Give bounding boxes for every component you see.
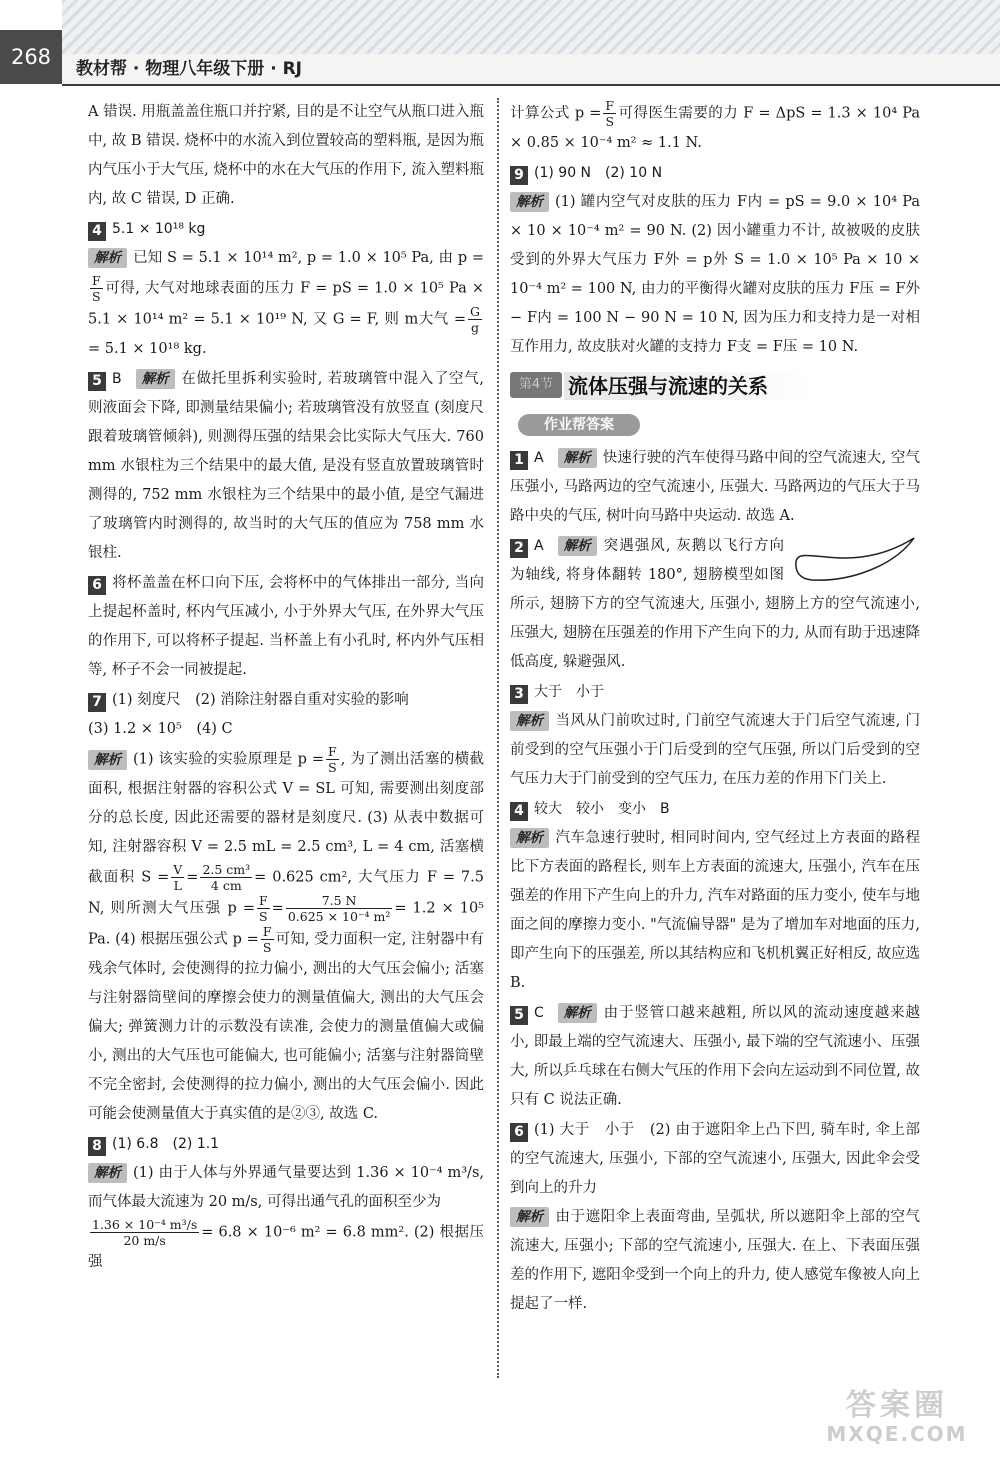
fraction: $\frac{V}{L}$ <box>173 862 183 893</box>
right-column <box>510 98 920 1319</box>
left-column <box>88 98 484 1277</box>
analysis-tag: 解析 <box>510 711 549 731</box>
equals-sign: = <box>186 869 199 886</box>
analysis-tag: 解析 <box>88 750 127 770</box>
analysis-text: = 0.625 cm², 大气压力 F = 7.5 N, 则所测大气压强 p = <box>88 869 484 917</box>
item-number: 7 <box>88 693 106 712</box>
item-number: 2 <box>510 539 528 558</box>
answer-item-s1 <box>510 444 920 531</box>
watermark <box>802 1389 992 1449</box>
fraction: $\frac{F}{S}$ <box>258 893 268 924</box>
page-number: 268 <box>0 30 62 84</box>
analysis-text: = 6.8 × 10⁻⁶ m² = 6.8 mm². (2) 根据压强 <box>88 1224 484 1270</box>
item-text: 将杯盖盖在杯口向下压, 会将杯中的气体排出一部分, 当向上提起杯盖时, 杯内气压减小, 小于外界大气压, 在外界大气压的作用下, 可以将杯子提起. 当杯盖上有小孔时, 杯内外气压相等, 杯子不会一同被提起. <box>88 575 484 678</box>
analysis-tag: 解析 <box>136 369 175 389</box>
analysis-text: 在做托里拆利实验时, 若玻璃管中混入了空气, 则液面会下降, 即测量结果偏小; 若玻璃管没有放竖直 (刻度尺跟着玻璃管倾斜), 则测得压强的结果会比实际大气压大. 760 mm 水银柱为三个结果中的最大值, 是没有竖直放置玻璃管时测得的, 752 mm 水银柱为三个结果中的最小值, 是空气漏进了玻璃管内时测得的, 故当时的大气压的值应为 758 mm 水银柱. <box>88 371 484 561</box>
item-answer: 较大 较小 变小 B <box>534 801 670 817</box>
answer-item-s2 <box>510 532 920 677</box>
analysis-tag: 解析 <box>510 828 549 848</box>
analysis-text: = 5.1 × 10¹⁸ kg. <box>88 341 207 357</box>
fraction: $\frac{F}{S}$ <box>605 98 615 129</box>
fraction: $\frac{7.5 N}{\text{0.625 × 10⁻⁴ m²}}$ <box>287 893 391 924</box>
answer-item-9 <box>510 159 920 362</box>
analysis-text: 快速行驶的汽车使得马路中间的空气流速大, 空气压强小, 马路两边的空气流速小, 压强大. 马路两边的气压大于马路中央的气压, 树叶向马路中央运动. 故选 A. <box>510 450 920 524</box>
analysis-tag: 解析 <box>558 536 597 556</box>
item-number: 4 <box>88 222 106 241</box>
item-number: 5 <box>510 1006 528 1025</box>
item-number: 6 <box>88 576 106 595</box>
item-answer: (1) 刻度尺 (2) 消除注射器自重对实验的影响 <box>112 692 409 708</box>
item-number: 9 <box>510 166 528 185</box>
answer-item-4 <box>88 215 484 364</box>
analysis-text: 已知 S = 5.1 × 10¹⁴ m², p = 1.0 × 10⁵ Pa, 由 p = <box>133 250 484 266</box>
item-answer: A <box>534 538 544 554</box>
item-number: 4 <box>510 802 528 821</box>
book-title: 教材帮 · 物理八年级下册 · RJ <box>76 59 303 79</box>
analysis-tag: 解析 <box>510 1207 549 1227</box>
intro-paragraph: A 错误. 用瓶盖盖住瓶口并拧紧, 目的是不让空气从瓶口进入瓶中, 故 B 错误. 烧杯中的水流入到位置较高的塑料瓶, 是因为瓶内气压小于大气压, 烧杯中的水在大气压的作用下, 流入塑料瓶内, 故 C 错误, D 正确. <box>88 104 485 207</box>
analysis-tag: 解析 <box>558 448 597 468</box>
answer-item-8 <box>88 1130 484 1277</box>
equals-sign: = <box>271 900 284 917</box>
page-header <box>0 0 1000 84</box>
answer-item-7 <box>88 686 484 1129</box>
wing-model-figure <box>790 532 920 584</box>
answer-item-s6 <box>510 1116 920 1319</box>
item-answer: C <box>534 1005 544 1021</box>
analysis-text: (1) 该实验的实验原理是 p = <box>133 751 325 768</box>
analysis-text: (1) 由于人体与外界通气量要达到 1.36 × 10⁻⁴ m³/s, 而气体最大流速为 20 m/s, 可得出通气孔的面积至少为 <box>88 1165 484 1210</box>
item-number: 3 <box>510 685 528 704</box>
item-answer: (3) 1.2 × 10⁵ (4) C <box>88 721 233 737</box>
analysis-text: = 1.2 × 10⁵ Pa. (4) 根据压强公式 p = <box>88 900 484 948</box>
answer-item-s3 <box>510 678 920 794</box>
analysis-text: 汽车急速行驶时, 相同时间内, 空气经过上方表面的路程比下方表面的路程长, 则车上方表面的流速大, 压强小, 汽车在压强差的作用下产生向上的升力, 汽车对路面的压力变小, 使车与地面之间的摩擦力变小. "气流偏导器" 是为了增加车对地面的压力, 即产生向下的压强差, 所以其结构应和飞机机翼正好相反, 故应选 B. <box>510 830 920 991</box>
item-answer: 大于 小于 <box>534 684 604 700</box>
analysis-text: 由于遮阳伞上表面弯曲, 呈弧状, 所以遮阳伞上部的空气流速大, 压强小; 下部的空气流速小, 压强大. 在上、下表面压强差的作用下, 遮阳伞受到一个向上的升力, 使人感觉车像被人向上提起了一样. <box>510 1209 920 1312</box>
answer-item-s5 <box>510 999 920 1115</box>
analysis-text: 可知, 受力面积一定, 注射器中有残余气体时, 会使测得的拉力偏小, 测出的大气压会偏小; 活塞与注射器筒壁间的摩擦会使力的测量值偏大, 测出的大气压会偏大; 弹簧测力计的示数没有读准, 会使力的测量值偏大或偏小, 测出的大气压也可能偏大, 也可能偏小; 活塞与注射器筒壁不完全密封, 会使测得的拉力偏小, 测出的大气压会偏小. 因此可能会使测量值大于真实值的是②③, 故选 C. <box>88 931 485 1122</box>
item-answer: (1) 6.8 (2) 1.1 <box>112 1136 220 1152</box>
fraction: $\frac{\text{2.5 cm³}}{4 cm}$ <box>202 862 251 893</box>
analysis-text: 当风从门前吹过时, 门前空气流速大于门后空气流速, 门前受到的空气压强小于门后受到的空气压强, 所以门后受到的空气压力大于门前受到的空气压力, 在压力差的作用下门关上. <box>510 713 920 787</box>
item-answer: (1) 90 N (2) 10 N <box>534 165 663 181</box>
analysis-tag: 解析 <box>88 248 127 268</box>
item-number: 5 <box>88 372 106 391</box>
header-pattern <box>62 0 1000 54</box>
fraction: $\frac{\text{1.36 × 10⁻⁴ m³/s}}{20 m/s}$ <box>92 1217 198 1248</box>
analysis-tag: 解析 <box>558 1003 597 1023</box>
fraction: $\frac{F}{S}$ <box>92 273 101 304</box>
fraction: $\frac{F}{S}$ <box>262 924 272 955</box>
column-divider <box>497 98 499 1378</box>
answer-item-s4 <box>510 795 920 998</box>
item-number: 1 <box>510 451 528 470</box>
analysis-tag: 解析 <box>88 1163 127 1183</box>
item-answer: 5.1 × 10¹⁸ kg <box>112 221 206 237</box>
item-number: 8 <box>88 1137 106 1156</box>
item-answer: B <box>112 371 122 387</box>
section-heading <box>510 368 920 406</box>
fraction: $\frac{G}{g}$ <box>470 304 480 335</box>
continued-paragraph: 计算公式 p = $\frac{F}{S}$ 可得医生需要的力 F = ΔpS = 1.3 × 10⁴ Pa × 0.85 × 10⁻⁴ m² ≈ 1.1 N. <box>510 98 920 151</box>
analysis-text: 可得, 大气对地球表面的压力 F = pS = 1.0 × 10⁵ Pa × 5.1 × 10¹⁴ m² = 5.1 × 10¹⁹ N, 又 G = F, 则 m大气 = <box>88 280 484 328</box>
subsection-label: 作业帮答案 <box>518 414 640 436</box>
section-title: 流体压强与流速的关系 <box>564 372 812 400</box>
subsection-heading <box>510 412 920 440</box>
section-badge: 第4节 <box>510 372 562 398</box>
analysis-text: (1) 罐内空气对皮肤的压力 F内 = pS = 9.0 × 10⁴ Pa × 10 × 10⁻⁴ m² = 90 N. (2) 因小罐重力不计, 故被吸的皮肤受到的外界大气压力 F外 = p外 S = 1.0 × 10⁵ Pa × 10 × 10⁻⁴ m² = 100 N, 由力的平衡得火罐对皮肤的压力 F压 = F外 − F内 = 100 N − 90 N = 10 N, 因为压力和支持力是一对相互作用力, 故皮肤对火罐的支持力 F支 = F压 = 10 N. <box>510 194 920 355</box>
answer-item-5 <box>88 365 484 568</box>
analysis-text: , 为了测出活塞的横截面积, 根据注射器的容积公式 V = SL 可知, 需要测出刻度部分的总长度, 因此还需要的器材是刻度尺. (3) 从表中数据可知, 注射器容积 V = 2.5 mL = 2.5 cm³, L = 4 cm, 活塞横截面积 S = <box>88 751 484 886</box>
fraction: $\frac{F}{S}$ <box>328 744 337 775</box>
item-answer: (1) 大于 小于 (2) 由于遮阳伞上凸下凹, 骑车时, 伞上部的空气流速大, 压强小, 下部的空气流速小, 压强大, 因此伞会受到向上的升力 <box>510 1122 920 1196</box>
analysis-text: 由于竖管口越来越粗, 所以风的流动速度越来越小, 即最上端的空气流速大、压强小, 最下端的空气流速小、压强大, 所以乒乓球在右侧大气压的作用下会向左运动到不同位置, 故只有 C 说法正确. <box>510 1005 920 1108</box>
item-number: 6 <box>510 1123 528 1142</box>
answer-item-6 <box>88 569 484 685</box>
watermark-url: MXQE.COM <box>826 1422 968 1446</box>
watermark-logo: 答案圈 <box>846 1388 948 1423</box>
item-answer: A <box>534 450 544 466</box>
analysis-text: 突遇强风, 灰鹅以飞行方向为轴线, 将身体翻转 180°, 翅膀模型如图所示, 翅膀下方的空气流速大, 压强小, 翅膀上方的空气流速小, 压强大, 翅膀在压强差的作用下产生向下的力, 从而有助于迅速降低高度, 躲避强风. <box>510 538 920 670</box>
analysis-tag: 解析 <box>510 192 549 212</box>
